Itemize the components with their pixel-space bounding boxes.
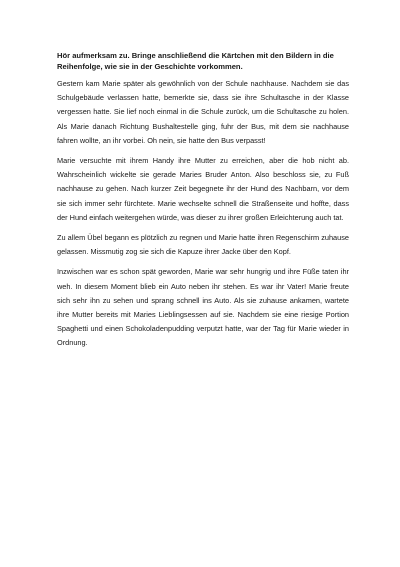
story-paragraph-2: Marie versuchte mit ihrem Handy ihre Mutter zu erreichen, aber die hob nicht ab. Wahrscheinlich wickelte sie gerade Maries Bruder Anton. Also beschloss sie, zu Fuß nachhause zu gehen. Nach kurzer Zeit begegnete ihr der Hund des Nachbarn, vor dem sie sich immer sehr fürchtete. Marie wechselte schnell die Straßenseite und hoffte, dass der Hund einfach weitergehen würde, was dieser zu ihrer großen Erleichterung auch tat. bbox=[57, 156, 349, 222]
story-paragraph-1: Gestern kam Marie später als gewöhnlich von der Schule nachhause. Nachdem sie das Schulgebäude verlassen hatte, bemerkte sie, dass sie ihre Schultasche in der Klasse vergessen hatte. Sie lief noch einmal in die Schule zurück, um die Schultasche zu holen. Als Marie danach Richtung Bushaltestelle ging, fuhr der Bus, mit dem sie nachhause fahren wollte, an ihr vorbei. Oh nein, sie hatte den Bus verpasst! bbox=[57, 79, 349, 145]
story-paragraph-4: Inzwischen war es schon spät geworden, Marie war sehr hungrig und ihre Füße taten ihr weh. In diesem Moment blieb ein Auto neben ihr stehen. Es war ihr Vater! Marie freute sich sehr ihn zu sehen und sprang schnell ins Auto. Als sie zuhause ankamen, wartete ihre Mutter bereits mit Maries Lieblingsessen auf sie. Nachdem sie eine riesige Portion Spaghetti und einen Schokoladenpudding verputzt hatte, war der Tag für Marie wieder in Ordnung. bbox=[57, 267, 349, 348]
document-page bbox=[57, 51, 349, 351]
task-instructions: Hör aufmerksam zu. Bringe anschließend die Kärtchen mit den Bildern in die Reihenfolge, wie sie in der Geschichte vorkommen. bbox=[57, 51, 334, 71]
story-paragraph-3: Zu allem Übel begann es plötzlich zu regnen und Marie hatte ihren Regenschirm zuhause gelassen. Missmutig zog sie sich die Kapuze ihrer Jacke über den Kopf. bbox=[57, 233, 349, 257]
